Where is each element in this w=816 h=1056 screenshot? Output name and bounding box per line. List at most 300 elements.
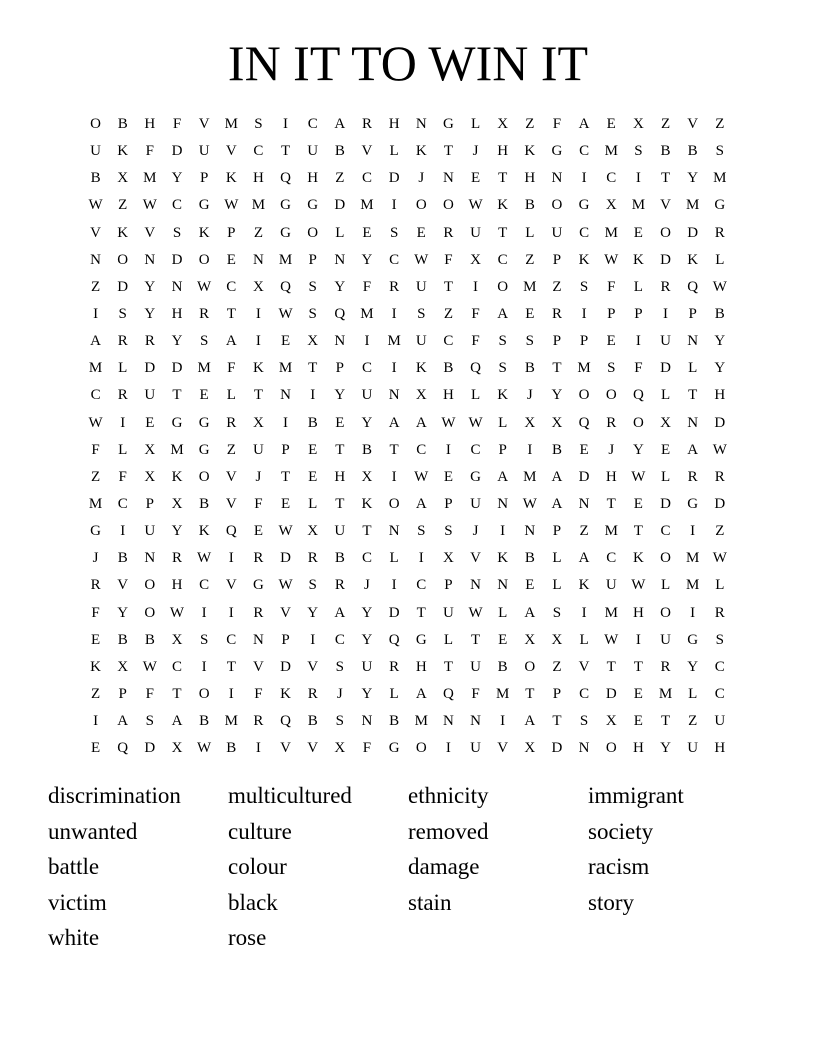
- grid-letter: Q: [442, 686, 454, 703]
- grid-letter: S: [498, 333, 507, 350]
- grid-row: [82, 274, 733, 301]
- grid-letter: Z: [552, 278, 562, 295]
- grid-letter: H: [307, 170, 319, 187]
- grid-row: [82, 545, 733, 572]
- grid-letter: O: [144, 604, 156, 621]
- grid-letter: I: [310, 631, 316, 648]
- grid-letter: I: [93, 306, 99, 323]
- grid-letter: B: [660, 143, 671, 160]
- grid-letter: L: [715, 577, 725, 594]
- grid-letter: Z: [688, 713, 698, 730]
- grid-letter: S: [308, 306, 317, 323]
- grid-letter: I: [391, 468, 397, 485]
- grid-letter: V: [252, 658, 264, 675]
- grid-letter: K: [632, 251, 644, 268]
- grid-letter: U: [198, 143, 210, 160]
- grid-letter: B: [443, 360, 454, 377]
- grid-letter: T: [688, 387, 698, 404]
- grid-letter: L: [308, 496, 318, 513]
- grid-letter: I: [310, 387, 316, 404]
- grid-letter: D: [551, 740, 563, 757]
- grid-letter: T: [633, 658, 643, 675]
- grid-letter: F: [444, 251, 453, 268]
- grid-letter: M: [604, 604, 618, 621]
- grid-letter: K: [198, 224, 210, 241]
- grid-row: [82, 464, 733, 491]
- grid-letter: W: [631, 468, 646, 485]
- grid-letter: D: [605, 686, 617, 703]
- grid-row: [82, 301, 733, 328]
- grid-letter: S: [417, 306, 426, 323]
- grid-letter: E: [280, 333, 291, 350]
- grid-letter: B: [334, 143, 345, 160]
- grid-letter: N: [144, 251, 156, 268]
- grid-letter: A: [415, 686, 427, 703]
- grid-letter: C: [226, 631, 237, 648]
- grid-row: [82, 572, 733, 599]
- grid-letter: U: [660, 631, 671, 648]
- grid-letter: M: [685, 550, 700, 567]
- grid-letter: H: [171, 577, 183, 594]
- grid-letter: I: [635, 170, 641, 187]
- grid-letter: A: [334, 116, 346, 133]
- grid-letter: J: [472, 523, 479, 540]
- grid-letter: U: [687, 740, 699, 757]
- grid-letter: E: [416, 224, 426, 241]
- grid-letter: V: [225, 496, 237, 513]
- grid-letter: D: [334, 197, 346, 214]
- grid-letter: I: [391, 360, 397, 377]
- grid-letter: W: [197, 278, 212, 295]
- grid-letter: I: [581, 306, 587, 323]
- grid-letter: L: [389, 143, 399, 160]
- grid-letter: R: [660, 658, 671, 675]
- grid-letter: E: [335, 414, 345, 431]
- grid-letter: I: [391, 197, 397, 214]
- grid-letter: F: [118, 468, 127, 485]
- grid-letter: W: [604, 251, 619, 268]
- grid-letter: D: [714, 414, 726, 431]
- grid-letter: M: [224, 116, 238, 133]
- grid-letter: N: [442, 713, 454, 730]
- grid-letter: H: [497, 143, 509, 160]
- grid-letter: I: [690, 523, 696, 540]
- grid-letter: F: [145, 686, 155, 703]
- grid-letter: Z: [579, 523, 589, 540]
- grid-letter: E: [199, 387, 209, 404]
- grid-letter: C: [606, 170, 617, 187]
- grid-letter: M: [631, 197, 646, 214]
- grid-letter: I: [581, 604, 587, 621]
- grid-letter: K: [252, 360, 264, 377]
- grid-letter: E: [633, 224, 643, 241]
- grid-letter: I: [255, 306, 261, 323]
- grid-letter: W: [712, 278, 727, 295]
- grid-letter: U: [470, 658, 481, 675]
- grid-row: [82, 247, 733, 274]
- grid-letter: T: [226, 658, 236, 675]
- grid-letter: E: [660, 441, 671, 458]
- grid-letter: A: [225, 333, 237, 350]
- grid-letter: Z: [226, 441, 236, 458]
- grid-letter: N: [252, 631, 264, 648]
- grid-letter: X: [307, 523, 319, 540]
- grid-letter: P: [308, 251, 317, 268]
- grid-letter: D: [687, 224, 699, 241]
- grid-letter: C: [579, 143, 590, 160]
- grid-letter: I: [500, 523, 506, 540]
- grid-letter: K: [117, 224, 129, 241]
- grid-letter: E: [579, 441, 589, 458]
- grid-letter: L: [688, 360, 698, 377]
- grid-letter: J: [336, 686, 343, 703]
- grid-letter: C: [579, 224, 590, 241]
- grid-letter: Z: [715, 116, 725, 133]
- grid-letter: S: [417, 523, 426, 540]
- grid-letter: J: [92, 550, 99, 567]
- grid-letter: L: [335, 224, 345, 241]
- grid-letter: B: [199, 496, 210, 513]
- grid-letter: T: [443, 143, 453, 160]
- grid-letter: Y: [361, 631, 373, 648]
- grid-letter: Y: [687, 658, 699, 675]
- grid-letter: R: [687, 468, 698, 485]
- grid-letter: M: [604, 143, 618, 160]
- grid-letter: H: [415, 658, 427, 675]
- grid-letter: I: [473, 278, 479, 295]
- grid-letter: P: [552, 251, 562, 268]
- grid-letter: G: [687, 631, 699, 648]
- grid-letter: N: [334, 251, 346, 268]
- grid-letter: D: [280, 550, 291, 567]
- grid-letter: T: [443, 278, 453, 295]
- grid-letter: U: [90, 143, 101, 160]
- grid-letter: R: [199, 306, 210, 323]
- grid-letter: X: [117, 658, 129, 675]
- grid-letter: I: [391, 306, 397, 323]
- grid-letter: M: [88, 496, 103, 513]
- grid-letter: N: [144, 550, 156, 567]
- grid-letter: R: [144, 333, 155, 350]
- grid-letter: Z: [660, 116, 671, 133]
- grid-letter: F: [145, 143, 155, 160]
- grid-letter: M: [197, 360, 211, 377]
- word-list-item: rose: [228, 925, 267, 951]
- grid-letter: U: [361, 387, 373, 404]
- grid-letter: F: [471, 306, 480, 323]
- grid-letter: U: [252, 441, 264, 458]
- grid-letter: O: [198, 468, 210, 485]
- grid-letter: X: [470, 251, 481, 268]
- grid-letter: M: [387, 333, 401, 350]
- grid-letter: C: [660, 523, 671, 540]
- grid-letter: O: [415, 197, 427, 214]
- word-list-item: unwanted: [48, 818, 138, 844]
- grid-letter: G: [198, 414, 210, 431]
- grid-letter: C: [714, 686, 725, 703]
- grid-letter: D: [388, 604, 400, 621]
- grid-letter: C: [361, 360, 372, 377]
- grid-letter: Y: [714, 333, 726, 350]
- grid-letter: G: [470, 468, 481, 485]
- grid-letter: V: [307, 658, 319, 675]
- grid-letter: B: [144, 631, 155, 648]
- grid-letter: G: [714, 197, 726, 214]
- grid-letter: L: [525, 224, 535, 241]
- grid-letter: W: [88, 414, 103, 431]
- grid-letter: M: [523, 468, 537, 485]
- grid-letter: X: [334, 740, 346, 757]
- grid-letter: B: [307, 414, 318, 431]
- grid-letter: B: [714, 306, 725, 323]
- grid-letter: W: [224, 197, 239, 214]
- grid-letter: Y: [714, 360, 726, 377]
- grid-letter: E: [443, 468, 453, 485]
- grid-letter: D: [171, 143, 183, 160]
- grid-letter: A: [578, 116, 590, 133]
- grid-letter: W: [169, 604, 185, 621]
- grid-letter: N: [578, 496, 590, 513]
- grid-letter: O: [660, 604, 671, 621]
- grid-letter: W: [197, 550, 212, 567]
- word-list-item: ethnicity: [408, 783, 489, 808]
- grid-letter: W: [522, 496, 537, 513]
- grid-letter: E: [470, 170, 481, 187]
- grid-letter: L: [389, 550, 399, 567]
- grid-letter: R: [307, 550, 318, 567]
- grid-letter: M: [251, 197, 266, 214]
- grid-letter: O: [578, 387, 590, 404]
- grid-letter: S: [715, 631, 724, 648]
- grid-letter: T: [172, 686, 182, 703]
- word-list: [48, 778, 768, 956]
- grid-letter: X: [605, 713, 617, 730]
- grid-letter: C: [579, 686, 590, 703]
- grid-row: [82, 410, 733, 437]
- grid-letter: C: [416, 577, 427, 594]
- grid-letter: R: [171, 550, 182, 567]
- grid-letter: Y: [361, 251, 373, 268]
- grid-letter: R: [117, 333, 128, 350]
- grid-letter: Y: [551, 387, 563, 404]
- grid-letter: V: [117, 577, 129, 594]
- grid-letter: O: [388, 496, 400, 513]
- grid-letter: P: [145, 496, 155, 513]
- grid-letter: U: [144, 387, 156, 404]
- word-list-item: multicultured: [228, 783, 352, 808]
- grid-letter: A: [497, 306, 509, 323]
- grid-letter: T: [498, 170, 508, 187]
- grid-letter: Q: [280, 170, 291, 187]
- grid-letter: X: [524, 414, 536, 431]
- grid-letter: P: [579, 333, 589, 350]
- grid-letter: H: [632, 604, 644, 621]
- grid-letter: U: [714, 713, 726, 730]
- grid-letter: U: [470, 740, 481, 757]
- grid-letter: T: [498, 224, 508, 241]
- grid-letter: K: [497, 550, 509, 567]
- grid-letter: L: [389, 686, 399, 703]
- grid-row: [82, 627, 733, 654]
- grid-letter: J: [608, 441, 615, 458]
- grid-letter: W: [278, 577, 293, 594]
- grid-letter: A: [117, 713, 129, 730]
- grid-letter: I: [255, 333, 261, 350]
- grid-letter: S: [335, 713, 344, 730]
- grid-letter: M: [685, 577, 700, 594]
- grid-letter: Q: [470, 360, 481, 377]
- grid-letter: X: [524, 740, 536, 757]
- grid-letter: A: [687, 441, 699, 458]
- grid-letter: B: [389, 713, 400, 730]
- grid-letter: D: [171, 360, 183, 377]
- grid-letter: Y: [171, 170, 183, 187]
- grid-letter: R: [253, 604, 264, 621]
- grid-letter: R: [361, 116, 372, 133]
- grid-letter: Y: [144, 278, 156, 295]
- grid-letter: Q: [388, 631, 400, 648]
- grid-letter: I: [391, 577, 397, 594]
- grid-letter: Y: [144, 306, 156, 323]
- page-title: IN IT TO WIN IT: [227, 35, 589, 91]
- grid-letter: V: [90, 224, 101, 241]
- grid-letter: S: [145, 713, 155, 730]
- grid-letter: S: [444, 523, 453, 540]
- grid-letter: L: [552, 577, 562, 594]
- grid-letter: U: [605, 577, 617, 594]
- grid-letter: I: [635, 631, 641, 648]
- grid-letter: D: [660, 251, 671, 268]
- grid-letter: U: [144, 523, 156, 540]
- grid-letter: H: [524, 170, 536, 187]
- grid-letter: O: [442, 197, 454, 214]
- grid-letter: D: [714, 496, 726, 513]
- grid-letter: K: [171, 468, 183, 485]
- grid-letter: T: [172, 387, 182, 404]
- grid-letter: P: [552, 686, 562, 703]
- grid-letter: K: [632, 550, 644, 567]
- grid-letter: T: [308, 360, 318, 377]
- grid-letter: H: [605, 468, 617, 485]
- grid-letter: T: [226, 306, 236, 323]
- grid-letter: E: [525, 577, 535, 594]
- grid-letter: M: [278, 251, 293, 268]
- grid-letter: R: [714, 604, 725, 621]
- grid-letter: S: [172, 224, 182, 241]
- grid-letter: I: [228, 686, 234, 703]
- grid-letter: O: [660, 550, 671, 567]
- grid-letter: K: [524, 143, 536, 160]
- grid-letter: C: [253, 143, 264, 160]
- grid-letter: G: [252, 577, 264, 594]
- grid-letter: I: [445, 441, 451, 458]
- grid-letter: A: [171, 713, 183, 730]
- grid-letter: I: [201, 658, 207, 675]
- grid-letter: L: [660, 468, 671, 485]
- grid-letter: E: [633, 496, 643, 513]
- grid-letter: X: [442, 550, 454, 567]
- grid-letter: U: [660, 333, 671, 350]
- word-list-item: white: [48, 925, 100, 951]
- grid-letter: I: [228, 550, 234, 567]
- grid-letter: E: [90, 631, 101, 648]
- grid-letter: D: [144, 740, 156, 757]
- grid-letter: C: [714, 658, 725, 675]
- grid-letter: U: [551, 224, 563, 241]
- grid-letter: A: [578, 550, 590, 567]
- grid-letter: S: [199, 631, 209, 648]
- grid-letter: M: [360, 306, 374, 323]
- grid-letter: R: [117, 387, 128, 404]
- grid-letter: M: [658, 686, 673, 703]
- grid-letter: D: [388, 170, 400, 187]
- grid-letter: O: [605, 740, 617, 757]
- grid-letter: P: [498, 441, 507, 458]
- grid-letter: D: [660, 360, 671, 377]
- grid-letter: L: [633, 278, 643, 295]
- grid-letter: P: [607, 306, 616, 323]
- grid-letter: E: [145, 414, 155, 431]
- grid-letter: E: [280, 496, 291, 513]
- grid-letter: S: [579, 278, 589, 295]
- grid-letter: C: [497, 251, 508, 268]
- grid-letter: B: [497, 658, 508, 675]
- grid-letter: G: [198, 197, 210, 214]
- grid-letter: B: [551, 441, 562, 458]
- grid-letter: W: [278, 523, 293, 540]
- grid-letter: E: [498, 631, 508, 648]
- grid-letter: X: [144, 468, 156, 485]
- grid-letter: T: [633, 523, 643, 540]
- grid-letter: F: [362, 278, 372, 295]
- grid-letter: E: [253, 523, 263, 540]
- grid-letter: Y: [117, 604, 129, 621]
- grid-letter: K: [415, 360, 427, 377]
- grid-letter: B: [117, 116, 128, 133]
- grid-letter: E: [525, 306, 535, 323]
- grid-letter: E: [308, 441, 318, 458]
- grid-letter: E: [226, 251, 236, 268]
- grid-letter: B: [117, 631, 128, 648]
- grid-letter: Z: [443, 306, 453, 323]
- grid-letter: V: [225, 468, 237, 485]
- grid-letter: X: [497, 116, 509, 133]
- grid-letter: M: [685, 197, 700, 214]
- grid-letter: N: [551, 170, 563, 187]
- grid-letter: G: [171, 414, 183, 431]
- grid-row: [82, 192, 733, 219]
- grid-letter: T: [552, 713, 562, 730]
- grid-letter: R: [660, 278, 671, 295]
- grid-letter: A: [524, 604, 536, 621]
- grid-letter: W: [604, 631, 619, 648]
- grid-letter: O: [117, 251, 129, 268]
- grid-letter: W: [631, 577, 646, 594]
- word-list-item: battle: [48, 854, 100, 880]
- grid-letter: U: [470, 496, 481, 513]
- grid-letter: L: [660, 387, 671, 404]
- grid-letter: J: [364, 577, 370, 594]
- word-list-item: culture: [228, 818, 292, 844]
- grid-letter: K: [578, 577, 590, 594]
- grid-letter: S: [199, 333, 209, 350]
- grid-letter: Q: [687, 278, 699, 295]
- grid-letter: C: [361, 550, 372, 567]
- grid-letter: J: [255, 468, 262, 485]
- grid-letter: Y: [171, 333, 183, 350]
- grid-letter: V: [687, 116, 699, 133]
- grid-letter: A: [388, 414, 400, 431]
